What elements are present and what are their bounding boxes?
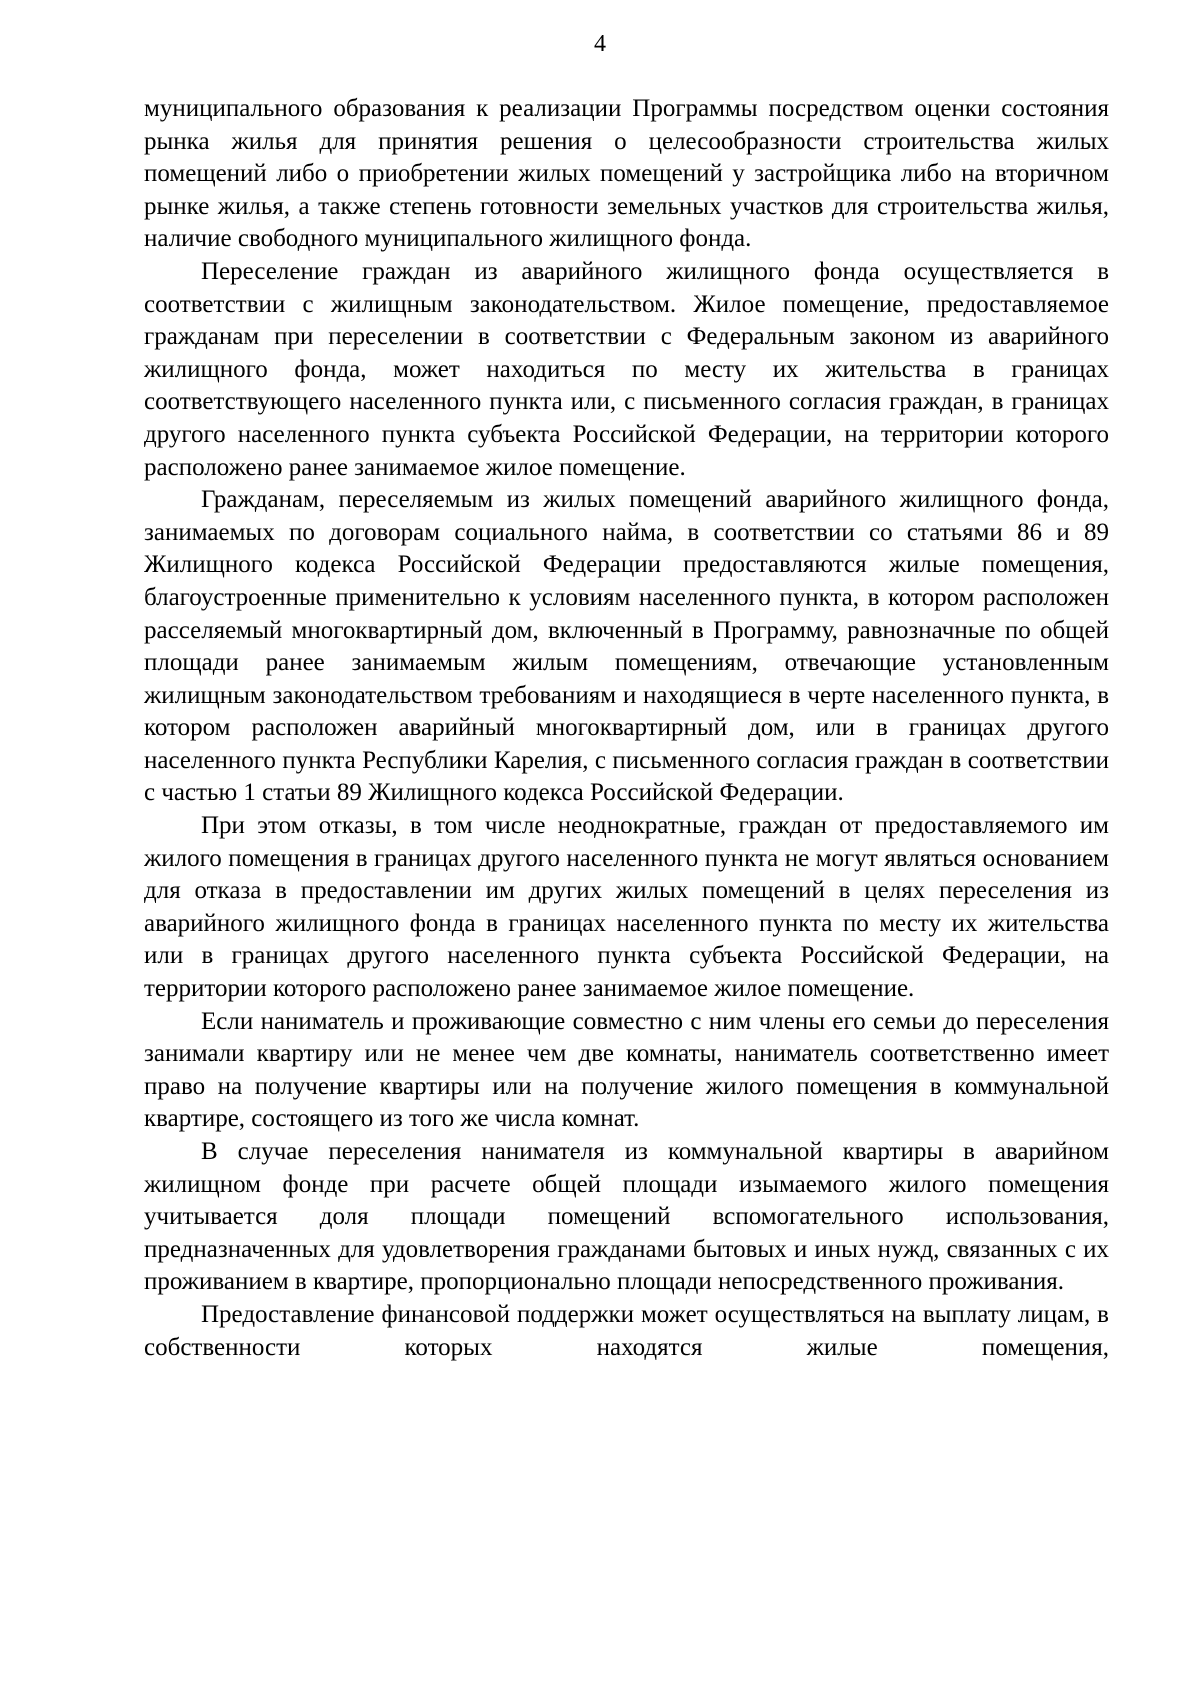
paragraph-continuation: муниципального образования к реализации Программы посредством оценки состояния рынка жилья для принятия решения о целесообразности строительства жилых помещений либо о приобретении жилых помещений у застройщика либо на вторичном рынке жилья, а также степень готовности земельных участков для строительства жилья, наличие свободного муниципального жилищного фонда. xyxy=(144,95,1109,253)
document-body xyxy=(144,93,1109,1364)
paragraph-communal-apartment: В случае переселения нанимателя из коммунальной квартиры в аварийном жилищном фонде при расчете общей площади изымаемого жилого помещения учитывается доля площади помещений вспомогательного использования, предназначенных для удовлетворения гражданами бытовых и иных нужд, связанных с их проживанием в квартире, пропорционально площади непосредственного проживания. xyxy=(144,1138,1109,1296)
page-number: 4 xyxy=(594,31,606,57)
paragraph-social-tenancy: Гражданам, переселяемым из жилых помещений аварийного жилищного фонда, занимаемых по договорам социального найма, в соответствии со статьями 86 и 89 Жилищного кодекса Российской Федерации предоставляются жилые помещения, благоустроенные применительно к условиям населенного пункта, в котором расположен расселяемый многоквартирный дом, включенный в Программу, равнозначные по общей площади ранее занимаемым жилым помещениям, отвечающие установленным жилищным законодательством требованиям и находящиеся в черте населенного пункта, в котором расположен аварийный многоквартирный дом, или в границах другого населенного пункта Республики Карелия, с письменного согласия граждан в соответствии с частью 1 статьи 89 Жилищного кодекса Российской Федерации. xyxy=(144,486,1109,807)
paragraph-apartment-rights: Если наниматель и проживающие совместно с ним члены его семьи до переселения занимали квартиру или не менее чем две комнаты, наниматель соответственно имеет право на получение квартиры или на получение жилого помещения в коммунальной квартире, состоящего из того же числа комнат. xyxy=(144,1007,1109,1133)
paragraph-resettlement-legislation: Переселение граждан из аварийного жилищного фонда осуществляется в соответствии с жилищным законодательством. Жилое помещение, предоставляемое гражданам при переселении в соответствии с Федеральным законом из аварийного жилищного фонда, может находиться по месту их жительства в границах соответствующего населенного пункта или, с письменного согласия граждан, в границах другого населенного пункта субъекта Российской Федерации, на территории которого расположено ранее занимаемое жилое помещение. xyxy=(144,257,1109,481)
paragraph-financial-support: Предоставление финансовой поддержки может осуществляться на выплату лицам, в собственности которых находятся жилые помещения, xyxy=(144,1300,1109,1361)
paragraph-refusals: При этом отказы, в том числе неоднократные, граждан от предоставляемого им жилого помещения в границах другого населенного пункта не могут являться основанием для отказа в предоставлении им других жилых помещений в целях переселения из аварийного жилищного фонда в границах населенного пункта по месту их жительства или в границах другого населенного пункта субъекта Российской Федерации, на территории которого расположено ранее занимаемое жилое помещение. xyxy=(144,812,1109,1003)
